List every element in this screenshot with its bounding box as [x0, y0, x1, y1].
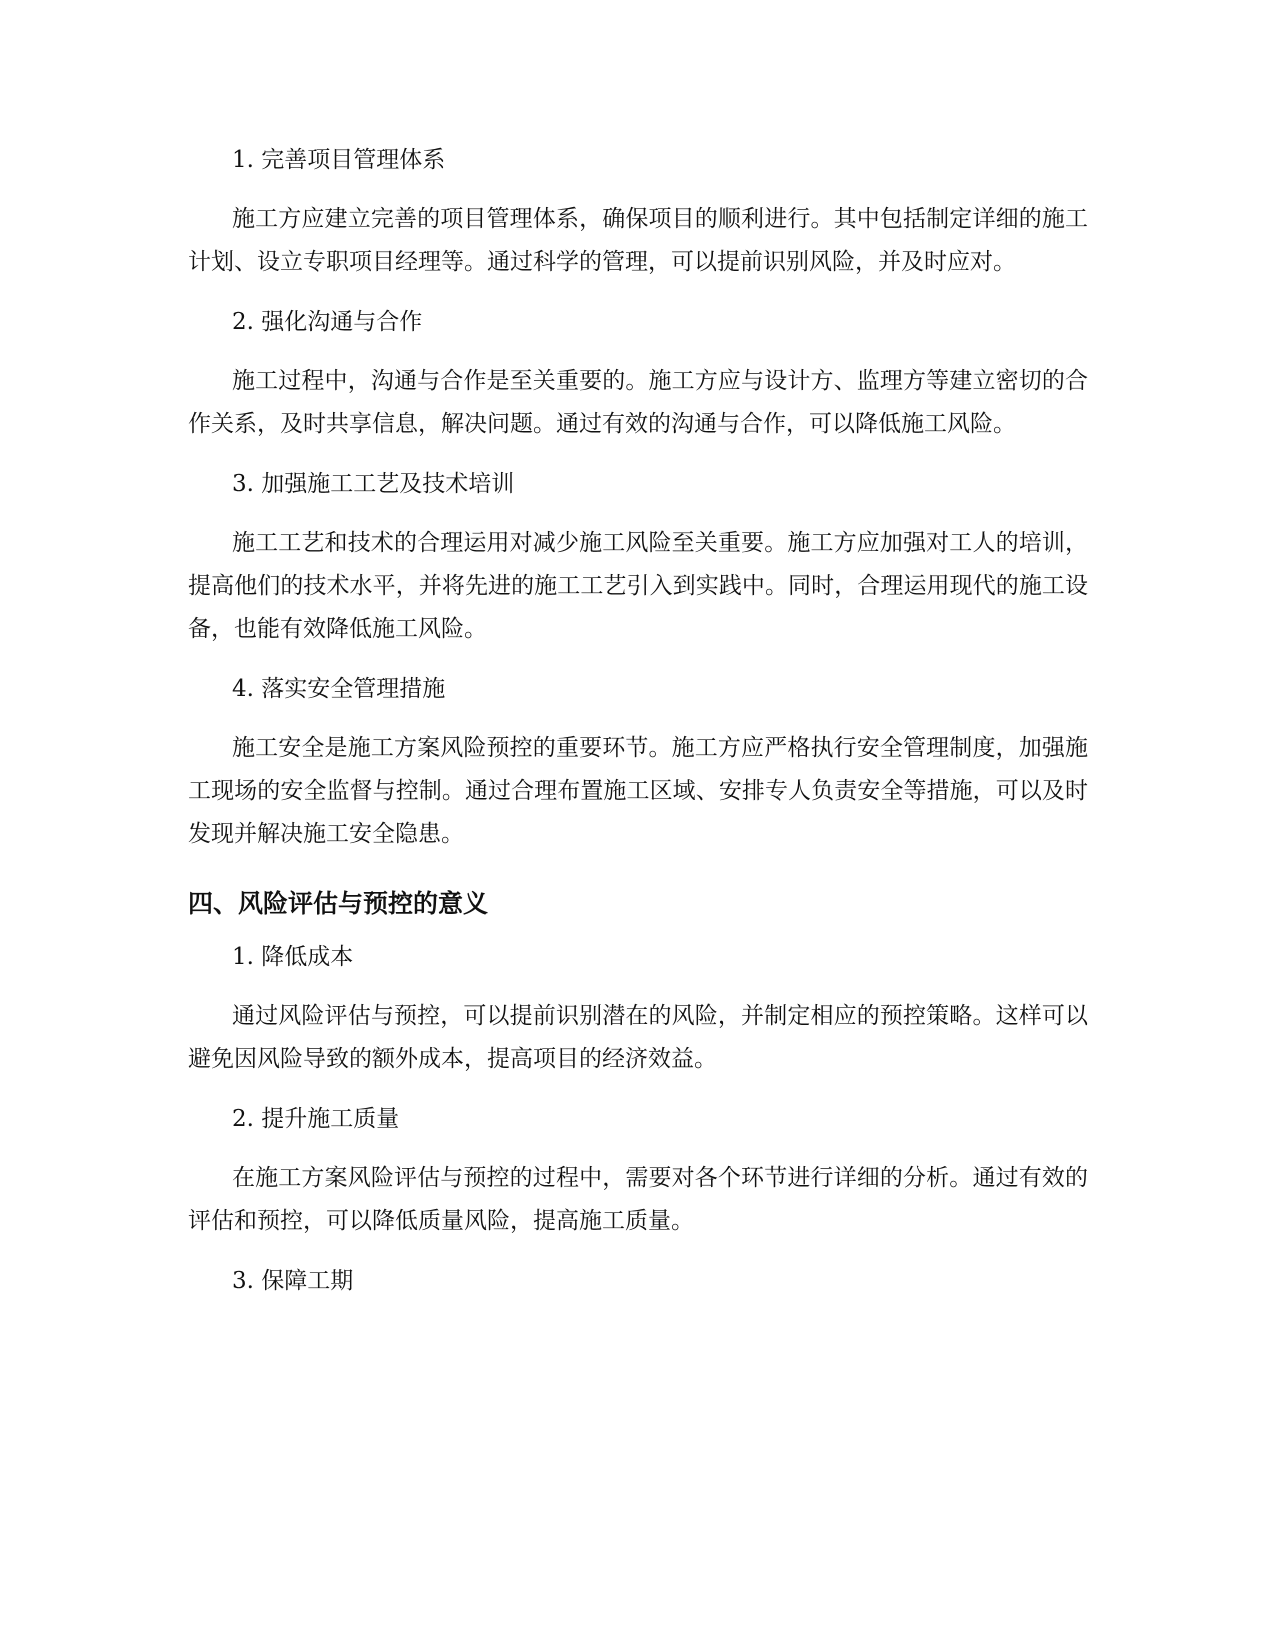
- item-paragraph: 施工方应建立完善的项目管理体系，确保项目的顺利进行。其中包括制定详细的施工计划、设立专职项目经理等。通过科学的管理，可以提前识别风险，并及时应对。: [188, 206, 1088, 275]
- document-page: [188, 145, 1088, 1319]
- item-title: 3. 保障工期: [232, 1268, 354, 1294]
- item-title: 1. 降低成本: [232, 944, 354, 970]
- item-title: 4. 落实安全管理措施: [232, 676, 446, 702]
- item-paragraph: 施工工艺和技术的合理运用对减少施工风险至关重要。施工方应加强对工人的培训，提高他们的技术水平，并将先进的施工工艺引入到实践中。同时，合理运用现代的施工设备，也能有效降低施工风险。: [188, 530, 1088, 642]
- item-title: 2. 提升施工质量: [232, 1106, 400, 1132]
- section-heading: 四、风险评估与预控的意义: [188, 889, 489, 918]
- item-paragraph: 通过风险评估与预控，可以提前识别潜在的风险，并制定相应的预控策略。这样可以避免因风险导致的额外成本，提高项目的经济效益。: [188, 1003, 1088, 1072]
- item-paragraph: 在施工方案风险评估与预控的过程中，需要对各个环节进行详细的分析。通过有效的评估和预控，可以降低质量风险，提高施工质量。: [188, 1165, 1088, 1234]
- item-title: 1. 完善项目管理体系: [232, 147, 446, 173]
- item-title: 2. 强化沟通与合作: [232, 309, 423, 335]
- item-paragraph: 施工安全是施工方案风险预控的重要环节。施工方应严格执行安全管理制度，加强施工现场的安全监督与控制。通过合理布置施工区域、安排专人负责安全等措施，可以及时发现并解决施工安全隐患。: [188, 735, 1088, 847]
- item-title: 3. 加强施工工艺及技术培训: [232, 471, 515, 497]
- item-paragraph: 施工过程中，沟通与合作是至关重要的。施工方应与设计方、监理方等建立密切的合作关系，及时共享信息，解决问题。通过有效的沟通与合作，可以降低施工风险。: [188, 368, 1088, 437]
